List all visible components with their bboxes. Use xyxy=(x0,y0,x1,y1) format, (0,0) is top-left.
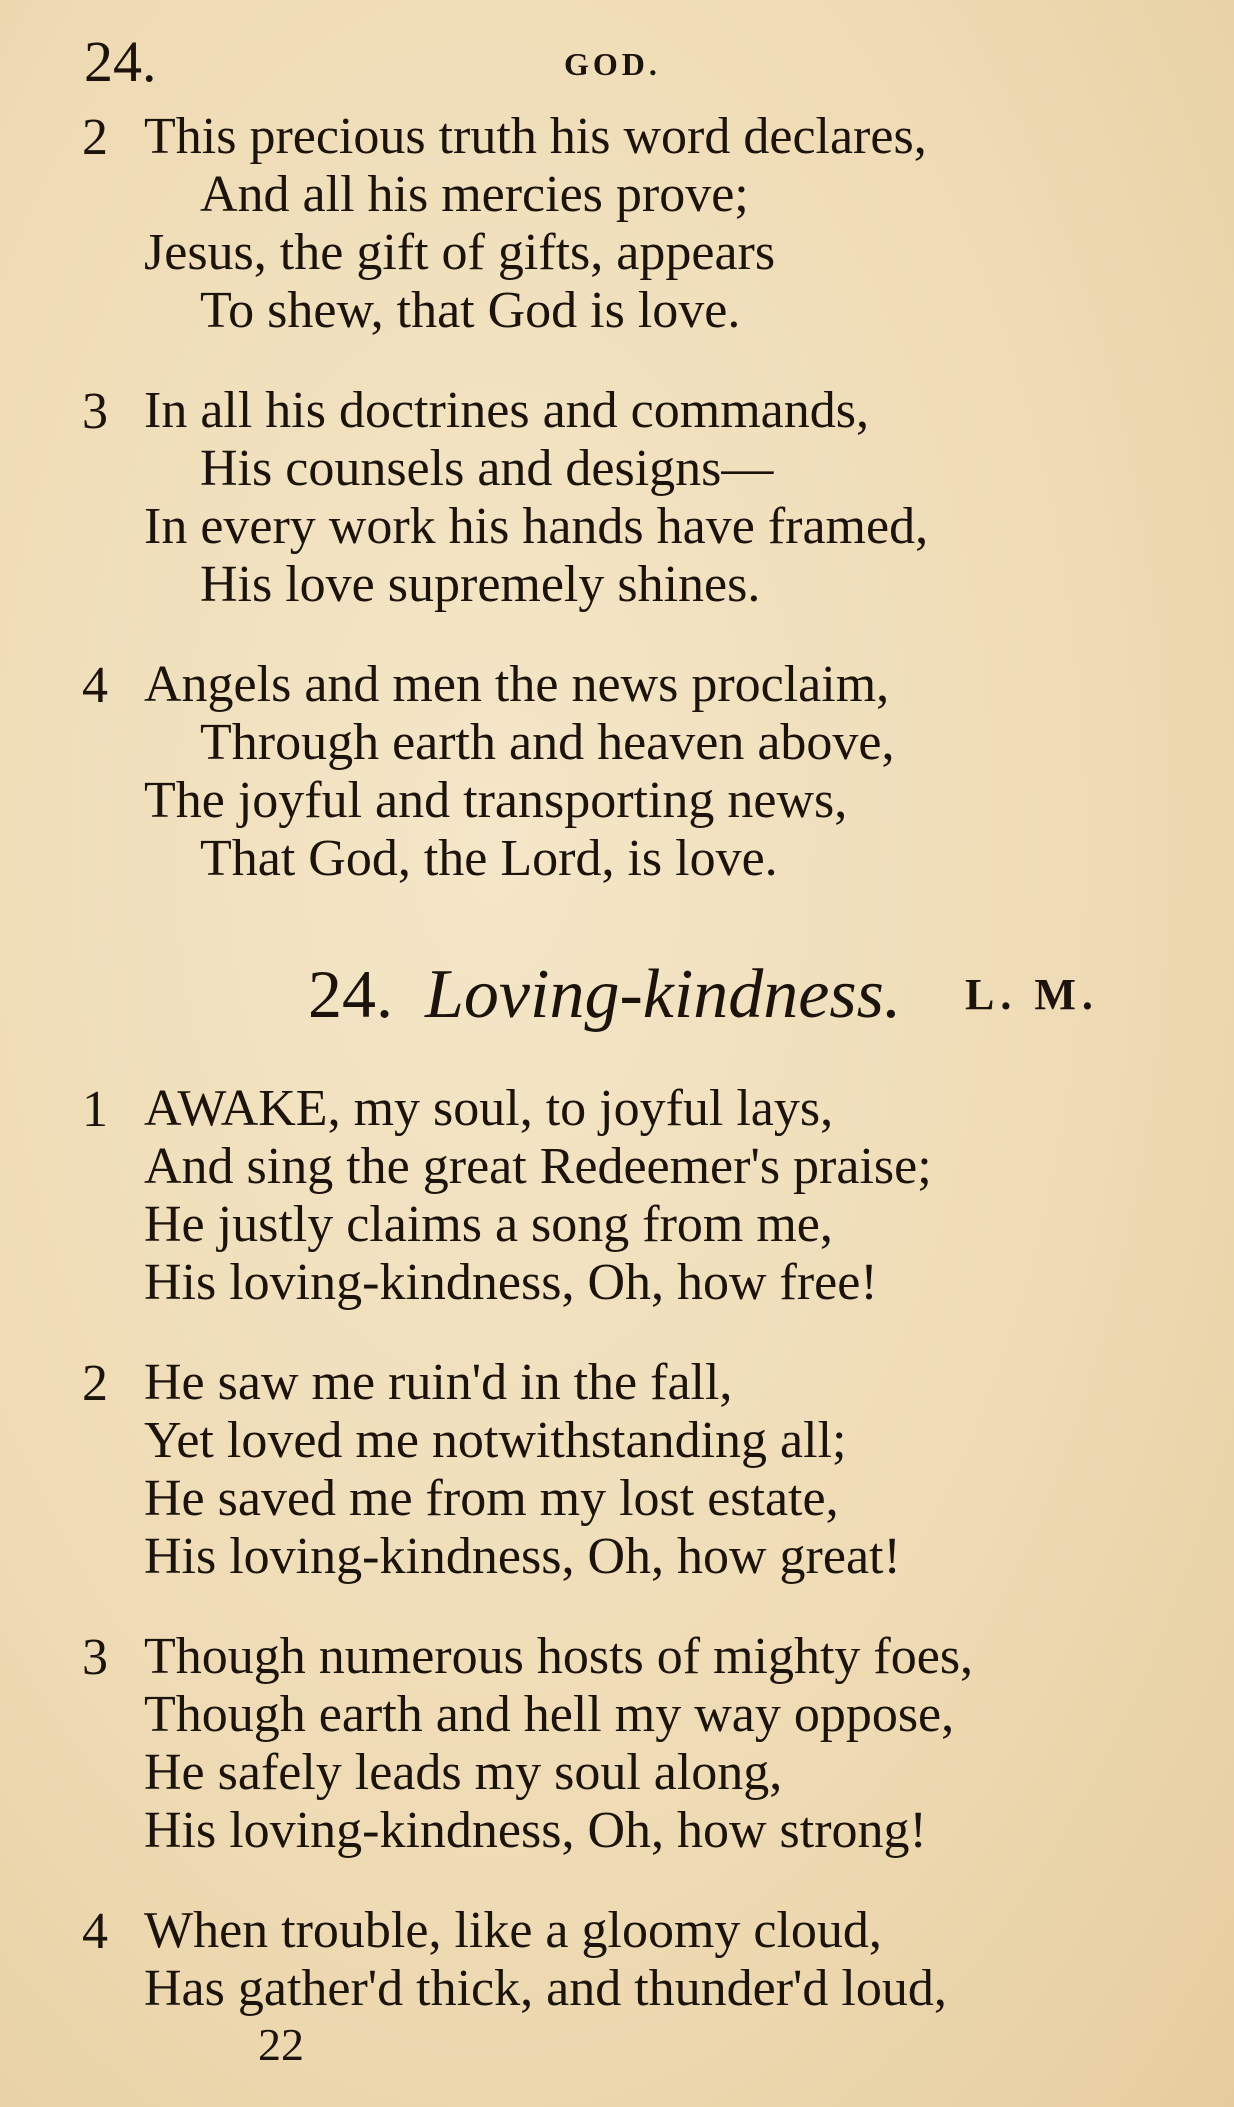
verse-line: He safely leads my soul along, xyxy=(144,1744,783,1801)
verse-2 xyxy=(0,108,1234,340)
verse-line: Angels and men the news proclaim, xyxy=(144,656,890,713)
verse-line: Has gather'd thick, and thunder'd loud, xyxy=(144,1960,947,2017)
verse-line: And sing the great Redeemer's praise; xyxy=(144,1138,932,1195)
verse-line: That God, the Lord, is love. xyxy=(200,830,778,887)
verse-line: The joyful and transporting news, xyxy=(144,772,848,829)
page-number: 24. xyxy=(84,29,157,94)
hymn-title: Loving-kindness. xyxy=(425,956,902,1033)
verse-line: His loving-kindness, Oh, how strong! xyxy=(144,1802,927,1859)
verse-1 xyxy=(0,1080,1234,1312)
verse-line: His love supremely shines. xyxy=(200,556,761,613)
hymn-number: 24. xyxy=(308,956,393,1032)
verse-line: Though numerous hosts of mighty foes, xyxy=(144,1628,974,1685)
verse-number: 2 xyxy=(82,1355,108,1412)
verse-number: 3 xyxy=(82,1629,108,1686)
verse-number: 4 xyxy=(82,657,108,714)
hymn-meter: L. M. xyxy=(965,970,1099,1019)
verse-line: His counsels and designs— xyxy=(200,440,774,497)
verse-line: His loving-kindness, Oh, how great! xyxy=(144,1528,901,1585)
hymn-24 xyxy=(0,1080,1234,2060)
verse-number: 3 xyxy=(82,383,108,440)
continued-hymn xyxy=(0,108,1234,930)
verse-line: In all his doctrines and commands, xyxy=(144,382,869,439)
verse-line: Jesus, the gift of gifts, appears xyxy=(144,224,776,281)
running-title: GOD. xyxy=(564,46,661,82)
verse-number: 4 xyxy=(82,1903,108,1960)
verse-line: His loving-kindness, Oh, how free! xyxy=(144,1254,878,1311)
verse-3 xyxy=(0,382,1234,614)
hymn-heading xyxy=(0,955,1234,1045)
verse-line: This precious truth his word declares, xyxy=(144,108,927,165)
verse-line: Though earth and hell my way oppose, xyxy=(144,1686,955,1743)
verse-4 xyxy=(0,1902,1234,2018)
verse-line: He saved me from my lost estate, xyxy=(144,1470,839,1527)
verse-3 xyxy=(0,1628,1234,1860)
verse-line: In every work his hands have framed, xyxy=(144,498,929,555)
verse-line: Yet loved me notwithstanding all; xyxy=(144,1412,847,1469)
signature-mark: 22 xyxy=(258,2019,304,2070)
verse-line: He saw me ruin'd in the fall, xyxy=(144,1354,733,1411)
verse-line: To shew, that God is love. xyxy=(200,282,741,339)
verse-2 xyxy=(0,1354,1234,1586)
verse-number: 1 xyxy=(82,1081,108,1138)
verse-line: When trouble, like a gloomy cloud, xyxy=(144,1902,882,1959)
verse-4 xyxy=(0,656,1234,888)
verse-line: And all his mercies prove; xyxy=(200,166,749,223)
verse-line: He justly claims a song from me, xyxy=(144,1196,833,1253)
page-header xyxy=(84,28,1134,98)
verse-number: 2 xyxy=(82,109,108,166)
verse-line: Through earth and heaven above, xyxy=(200,714,895,771)
verse-line: AWAKE, my soul, to joyful lays, xyxy=(144,1080,834,1137)
